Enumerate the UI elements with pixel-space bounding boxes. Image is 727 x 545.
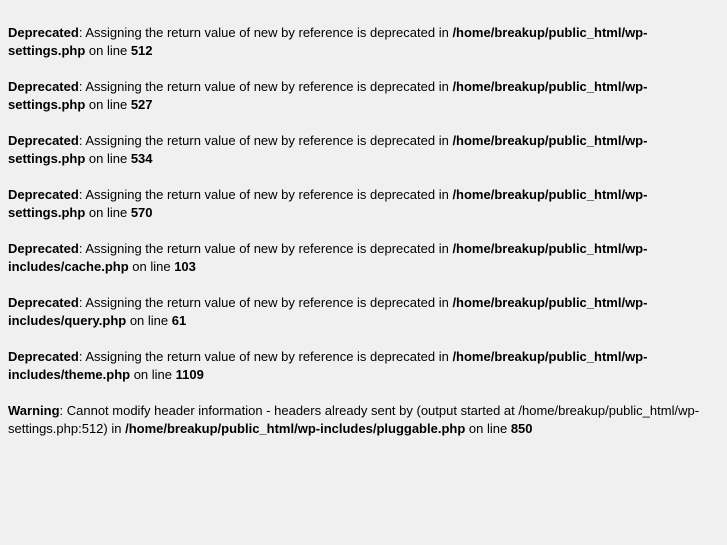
- message-file: /home/breakup/public_html/wp-settings.php: [8, 133, 648, 166]
- message-file: /home/breakup/public_html/wp-includes/cache.php: [8, 241, 648, 274]
- message-level: Deprecated: [8, 349, 79, 364]
- message-text: : Assigning the return value of new by reference is deprecated in: [78, 349, 453, 364]
- on-line-label: on line: [85, 43, 131, 58]
- on-line-label: on line: [465, 421, 511, 436]
- message-line: 103: [174, 259, 196, 274]
- deprecated-notice: [8, 78, 668, 114]
- message-line: 850: [510, 421, 533, 436]
- message-line: 534: [130, 151, 153, 166]
- message-file: /home/breakup/public_html/wp-settings.php: [8, 187, 648, 220]
- message-text: : Cannot modify header information - headers already sent by (output started at /home/breakup/public_html/wp-settings.php:512) in: [8, 403, 700, 436]
- on-line-label: on line: [85, 205, 131, 220]
- message-level: Warning: [8, 403, 60, 418]
- message-level: Deprecated: [8, 241, 79, 256]
- message-level: Deprecated: [8, 295, 79, 310]
- warning-notice: [8, 402, 713, 438]
- message-text: : Assigning the return value of new by reference is deprecated in: [78, 295, 453, 310]
- deprecated-notice: [8, 294, 668, 330]
- message-level: Deprecated: [8, 79, 79, 94]
- message-text: : Assigning the return value of new by reference is deprecated in: [78, 133, 453, 148]
- message-line: 512: [130, 43, 153, 58]
- on-line-label: on line: [85, 151, 131, 166]
- on-line-label: on line: [130, 367, 176, 382]
- message-text: : Assigning the return value of new by reference is deprecated in: [78, 187, 453, 202]
- message-file: /home/breakup/public_html/wp-includes/query.php: [8, 295, 648, 328]
- deprecated-notice: [8, 348, 668, 384]
- message-line: 570: [130, 205, 153, 220]
- message-text: : Assigning the return value of new by reference is deprecated in: [78, 241, 453, 256]
- message-level: Deprecated: [8, 187, 79, 202]
- message-file: /home/breakup/public_html/wp-includes/pluggable.php: [125, 421, 466, 436]
- on-line-label: on line: [126, 313, 172, 328]
- message-line: 61: [171, 313, 187, 328]
- on-line-label: on line: [128, 259, 175, 274]
- deprecated-notice: [8, 132, 668, 168]
- deprecated-notice: [8, 186, 668, 222]
- on-line-label: on line: [85, 97, 131, 112]
- message-line: 527: [130, 97, 153, 112]
- deprecated-notice: [8, 24, 668, 60]
- message-file: /home/breakup/public_html/wp-settings.php: [8, 79, 648, 112]
- message-level: Deprecated: [8, 133, 79, 148]
- message-text: : Assigning the return value of new by reference is deprecated in: [78, 25, 453, 40]
- message-text: : Assigning the return value of new by reference is deprecated in: [78, 79, 453, 94]
- message-line: 1109: [175, 367, 204, 382]
- deprecated-notice: [8, 240, 668, 276]
- message-file: /home/breakup/public_html/wp-includes/theme.php: [8, 349, 648, 382]
- message-level: Deprecated: [8, 25, 79, 40]
- message-file: /home/breakup/public_html/wp-settings.php: [8, 25, 648, 58]
